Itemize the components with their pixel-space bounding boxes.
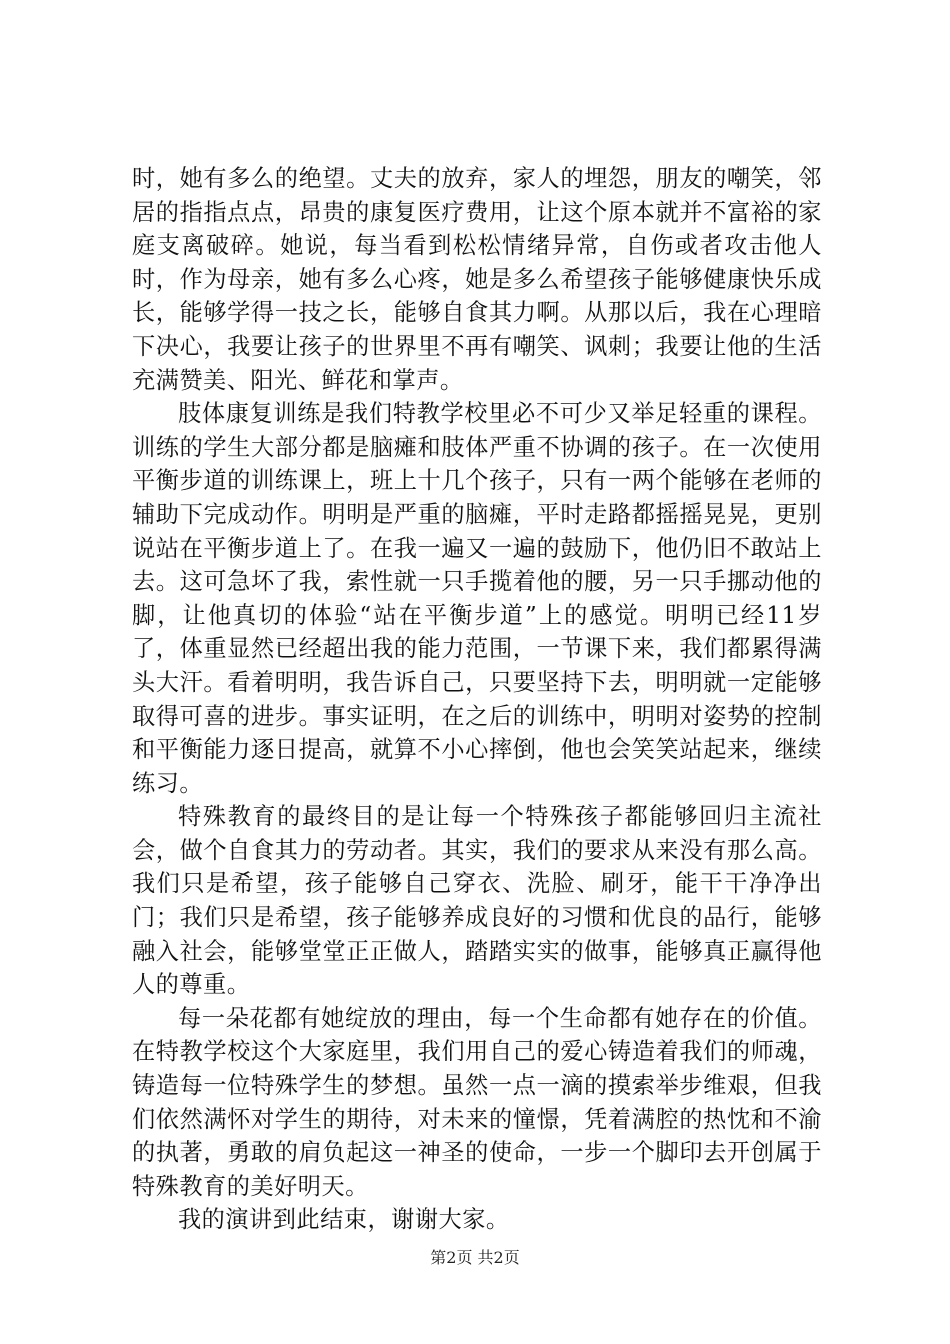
paragraph-education-goal: 特殊教育的最终目的是让每一个特殊孩子都能够回归主流社会，做个自食其力的劳动者。其实，我们的要求从来没有那么高。我们只是希望，孩子能够自己穿衣、洗脸、刷牙，能干干净净出门；我们只是希望，孩子能够养成良好的习惯和优良的品行，能够融入社会，能够堂堂正正做人，踏踏实实的做事，能够真正赢得他人的尊重。 <box>132 803 822 999</box>
paragraph-every-flower: 每一朵花都有她绽放的理由，每一个生命都有她存在的价值。在特教学校这个大家庭里，我们用自己的爱心铸造着我们的师魂，铸造每一位特殊学生的梦想。虽然一点一滴的摸索举步维艰，但我们依然满怀对学生的期待，对未来的憧憬，凭着满腔的热忱和不渝的执著，勇敢的肩负起这一神圣的使命，一步一个脚印去开创属于特殊教育的美好明天。 <box>132 1004 822 1200</box>
page-number-footer: 第2页 共2页 <box>430 1248 520 1267</box>
paragraph-closing: 我的演讲到此结束，谢谢大家。 <box>178 1206 510 1234</box>
paragraph-continued: 时，她有多么的绝望。丈夫的放弃，家人的埋怨，朋友的嘲笑，邻居的指指点点，昂贵的康复医疗费用，让这个原本就并不富裕的家庭支离破碎。她说，每当看到松松情绪异常，自伤或者攻击他人时，作为母亲，她有多么心疼，她是多么希望孩子能够健康快乐成长，能够学得一技之长，能够自食其力啊。从那以后，我在心理暗下决心，我要让孩子的世界里不再有嘲笑、讽刺；我要让他的生活充满赞美、阳光、鲜花和掌声。 <box>132 165 822 394</box>
paragraph-rehab-training: 肢体康复训练是我们特教学校里必不可少又举足轻重的课程。训练的学生大部分都是脑瘫和肢体严重不协调的孩子。在一次使用平衡步道的训练课上，班上十几个孩子，只有一两个能够在老师的辅助下完成动作。明明是严重的脑瘫，平时走路都摇摇晃晃，更别说站在平衡步道上了。在我一遍又一遍的鼓励下，他仍旧不敢站上去。这可急坏了我，索性就一只手揽着他的腰，另一只手挪动他的脚，让他真切的体验“站在平衡步道”上的感觉。明明已经11岁了，体重显然已经超出我的能力范围，一节课下来，我们都累得满头大汗。看着明明，我告诉自己，只要坚持下去，明明就一定能够取得可喜的进步。事实证明，在之后的训练中，明明对姿势的控制和平衡能力逐日提高，就算不小心摔倒，他也会笑笑站起来，继续练习。 <box>132 400 822 797</box>
document-body <box>132 162 822 1237</box>
